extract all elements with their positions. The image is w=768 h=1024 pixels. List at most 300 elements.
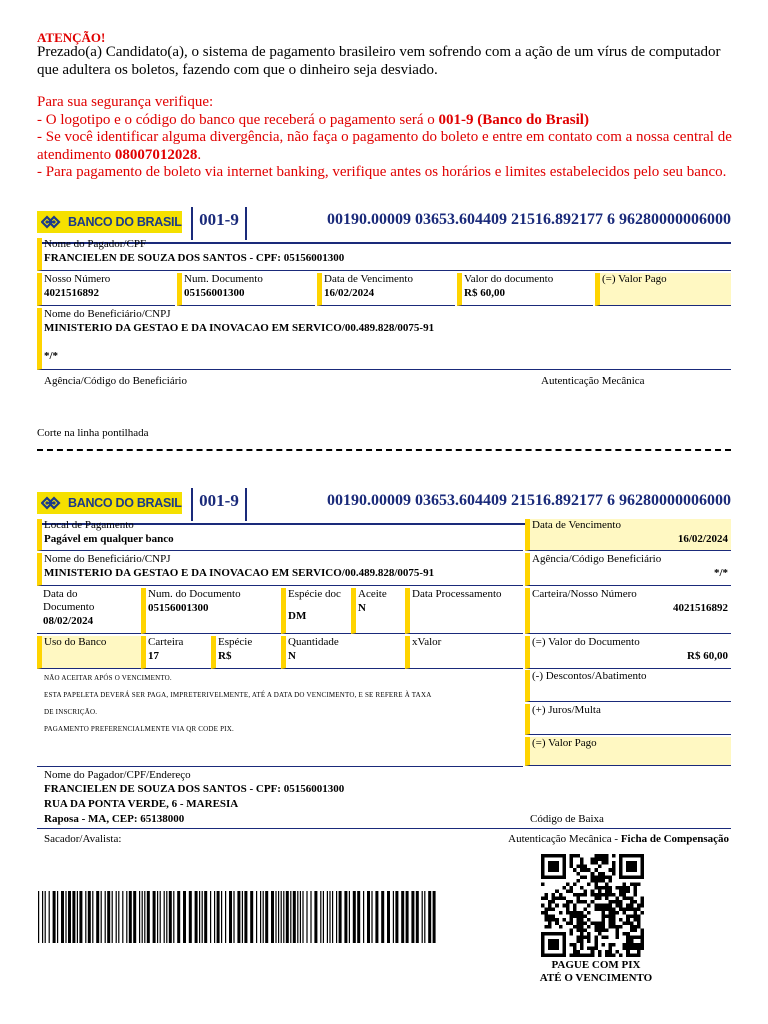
qr-module <box>577 939 581 943</box>
barcode-bar <box>424 891 425 943</box>
qr-module <box>623 932 627 936</box>
qr-module <box>608 907 612 911</box>
qr-module <box>608 918 612 922</box>
qr-module <box>605 854 609 858</box>
barcode-bar <box>233 891 234 943</box>
qr-finder-core <box>548 861 559 872</box>
barcode-bar <box>229 891 232 943</box>
qr-module <box>630 921 634 925</box>
receipt-payer-field <box>37 238 731 271</box>
qr-module <box>601 918 605 922</box>
bank-code: 001-9 <box>191 207 247 240</box>
qr-module <box>594 897 598 901</box>
qr-module <box>612 921 616 925</box>
qr-module <box>601 854 605 858</box>
barcode-bar <box>406 891 409 943</box>
barcode-bar <box>142 891 143 943</box>
qr-module <box>612 900 616 904</box>
qr-module <box>562 918 566 922</box>
barcode-bar <box>244 891 247 943</box>
qr-module <box>552 900 556 904</box>
qr-module <box>577 921 581 925</box>
slip-juros-label: (+) Juros/Multa <box>532 704 601 716</box>
qr-module <box>598 893 602 897</box>
slip-beneficiary-field <box>37 553 523 586</box>
slip-beneficiary-label: Nome do Beneficiário/CNPJ <box>44 553 171 565</box>
barcode-bar <box>42 891 43 943</box>
qr-module <box>552 893 556 897</box>
qr-module <box>605 953 609 957</box>
slip-instruction-1: NÃO ACEITAR APÓS O VENCIMENTO. <box>44 674 172 682</box>
barcode-bar <box>422 891 423 943</box>
barcode-bar <box>271 891 274 943</box>
barcode-bar <box>381 891 384 943</box>
barcode-bar <box>393 891 394 943</box>
slip-divider <box>37 828 731 829</box>
slip-num-doc-label: Num. do Documento <box>148 588 241 600</box>
qr-module <box>640 936 644 940</box>
slip-data-proc-field <box>405 588 523 634</box>
bank-logo-text: BANCO DO BRASIL <box>68 496 182 510</box>
barcode-bar <box>177 891 180 943</box>
slip-especie-value: R$ <box>218 650 232 662</box>
receipt-num-doc-label: Num. Documento <box>184 273 263 285</box>
qr-module <box>608 904 612 908</box>
barcode-bar <box>61 891 64 943</box>
slip-instructions <box>37 670 523 767</box>
qr-module <box>566 911 570 915</box>
receipt-agency-label: Agência/Código do Beneficiário <box>44 375 187 387</box>
receipt-nosso-numero-field <box>37 273 175 306</box>
qr-module <box>601 861 605 865</box>
qr-module <box>587 925 591 929</box>
barcode-bar <box>139 891 140 943</box>
slip-sacador-label: Sacador/Avalista: <box>44 833 122 845</box>
slip-doc-date-value: 08/02/2024 <box>43 615 94 627</box>
receipt-doc-value-value: R$ 60,00 <box>464 287 505 299</box>
qr-module <box>619 893 623 897</box>
qr-module <box>577 879 581 883</box>
qr-module <box>577 897 581 901</box>
qr-module <box>559 897 563 901</box>
qr-module <box>601 921 605 925</box>
qr-module <box>637 943 641 947</box>
qr-module <box>598 953 602 957</box>
qr-module <box>591 861 595 865</box>
pix-caption <box>510 959 682 985</box>
qr-module <box>601 936 605 940</box>
barcode-bar <box>129 891 132 943</box>
slip-beneficiary-value: MINISTERIO DA GESTAO E DA INOVACAO EM SERVICO/00.489.828/0075-91 <box>44 567 435 579</box>
qr-module <box>577 900 581 904</box>
warning-item-1: - O logotipo e o código do banco que receberá o pagamento será o 001-9 (Banco do Brasil) <box>37 111 589 128</box>
qr-module <box>559 911 563 915</box>
slip-especie-doc-field <box>281 588 351 634</box>
qr-module <box>566 904 570 908</box>
slip-payer-line-3: Raposa - MA, CEP: 65138000 <box>44 813 185 825</box>
qr-module <box>633 907 637 911</box>
receipt-payer-value: FRANCIELEN DE SOUZA DOS SANTOS - CPF: 05156001300 <box>44 252 345 264</box>
qr-module <box>598 897 602 901</box>
bank-logo-icon <box>41 214 63 230</box>
qr-module <box>616 904 620 908</box>
qr-module <box>640 911 644 915</box>
qr-module <box>580 943 584 947</box>
qr-module <box>633 943 637 947</box>
receipt-due-label: Data de Vencimento <box>324 273 413 285</box>
qr-module <box>573 914 577 918</box>
qr-module <box>569 900 573 904</box>
qr-module <box>548 914 552 918</box>
barcode-bar <box>164 891 165 943</box>
barcode-bar <box>105 891 106 943</box>
qr-module <box>601 914 605 918</box>
qr-module <box>640 943 644 947</box>
qr-module <box>612 911 616 915</box>
barcode-bar <box>357 891 360 943</box>
barcode-bar <box>214 891 215 943</box>
qr-module <box>608 886 612 890</box>
slip-aceite-value: N <box>358 602 366 614</box>
qr-module <box>608 893 612 897</box>
barcode-bar <box>256 891 257 943</box>
qr-module <box>630 914 634 918</box>
cut-line-label: Corte na linha pontilhada <box>37 427 149 439</box>
barcode-bar <box>401 891 404 943</box>
qr-module <box>584 868 588 872</box>
qr-module <box>626 921 630 925</box>
qr-module <box>580 939 584 943</box>
qr-module <box>569 890 573 894</box>
qr-module <box>626 950 630 954</box>
cut-line <box>37 449 731 451</box>
qr-module <box>577 872 581 876</box>
receipt-due-value: 16/02/2024 <box>324 287 375 299</box>
qr-module <box>594 875 598 879</box>
qr-module <box>605 950 609 954</box>
slip-uso-banco-field <box>37 636 141 669</box>
qr-module <box>573 893 577 897</box>
qr-module <box>580 865 584 869</box>
slip-quantidade-label: Quantidade <box>288 636 339 648</box>
qr-module <box>605 882 609 886</box>
qr-module <box>594 946 598 950</box>
barcode-bar <box>217 891 220 943</box>
qr-module <box>580 914 584 918</box>
qr-module <box>594 868 598 872</box>
barcode-bar <box>428 891 431 943</box>
qr-module <box>587 932 591 936</box>
qr-module <box>637 907 641 911</box>
qr-module <box>577 854 581 858</box>
qr-module <box>608 868 612 872</box>
qr-module <box>591 921 595 925</box>
slip-due-label: Data de Vencimento <box>532 519 621 531</box>
qr-module <box>605 904 609 908</box>
qr-module <box>591 946 595 950</box>
qr-module <box>608 946 612 950</box>
warning-item-3: - Para pagamento de boleto via internet banking, verifique antes os horários e limites estabelecidos pelo seu banco. <box>37 164 727 180</box>
qr-module <box>608 950 612 954</box>
qr-module <box>591 950 595 954</box>
slip-valor-pago-field <box>525 737 731 766</box>
qr-module <box>608 900 612 904</box>
qr-module <box>577 950 581 954</box>
receipt-beneficiary-field <box>37 308 731 370</box>
barcode-bar <box>416 891 419 943</box>
qr-module <box>573 907 577 911</box>
qr-module <box>552 914 556 918</box>
qr-module <box>569 918 573 922</box>
barcode-bar <box>221 891 222 943</box>
qr-module <box>626 918 630 922</box>
qr-module <box>637 936 641 940</box>
slip-payer-label: Nome do Pagador/CPF/Endereço <box>44 769 191 781</box>
digitable-line[interactable]: 00190.00009 03653.604409 21516.892177 6 96280000006000 <box>327 211 731 228</box>
barcode-bar <box>195 891 198 943</box>
barcode-bar <box>45 891 46 943</box>
digitable-line[interactable]: 00190.00009 03653.604409 21516.892177 6 96280000006000 <box>327 492 731 509</box>
slip-codigo-baixa-label: Código de Baixa <box>530 813 604 825</box>
qr-module <box>587 882 591 886</box>
qr-module <box>569 886 573 890</box>
barcode-bar <box>286 891 289 943</box>
qr-module <box>580 932 584 936</box>
qr-module <box>569 932 573 936</box>
qr-module <box>605 914 609 918</box>
qr-module <box>616 897 620 901</box>
qr-module <box>573 950 577 954</box>
qr-module <box>616 911 620 915</box>
qr-module <box>580 858 584 862</box>
barcode-bar <box>278 891 279 943</box>
qr-module <box>626 953 630 957</box>
qr-module <box>587 904 591 908</box>
qr-module <box>569 865 573 869</box>
qr-module <box>580 893 584 897</box>
qr-module <box>580 900 584 904</box>
qr-module <box>608 943 612 947</box>
qr-module <box>598 907 602 911</box>
receipt-agency-code-value: */* <box>44 350 59 362</box>
barcode-bar <box>183 891 186 943</box>
slip-xvalor-label: xValor <box>412 636 442 648</box>
slip-payer-line-1: FRANCIELEN DE SOUZA DOS SANTOS - CPF: 05156001300 <box>44 783 345 795</box>
qr-module <box>612 868 616 872</box>
qr-module <box>545 893 549 897</box>
slip-carteira-label: Carteira <box>148 636 184 648</box>
qr-module <box>573 925 577 929</box>
qr-module <box>569 858 573 862</box>
qr-module <box>616 929 620 933</box>
qr-module <box>573 882 577 886</box>
qr-module <box>580 953 584 957</box>
qr-module <box>566 890 570 894</box>
qr-module <box>605 890 609 894</box>
barcode-bar <box>297 891 298 943</box>
qr-module <box>555 918 559 922</box>
qr-module <box>608 879 612 883</box>
slip-auth-label: Autenticação Mecânica - <box>508 833 621 845</box>
qr-module <box>633 900 637 904</box>
qr-module <box>623 897 627 901</box>
qr-module <box>598 886 602 890</box>
qr-module <box>626 886 630 890</box>
qr-module <box>580 918 584 922</box>
qr-module <box>633 946 637 950</box>
qr-module <box>608 953 612 957</box>
qr-module <box>612 943 616 947</box>
barcode-bar <box>320 891 321 943</box>
qr-module <box>633 929 637 933</box>
qr-module <box>541 897 545 901</box>
barcode-bar <box>387 891 390 943</box>
slip-local-field <box>37 519 523 551</box>
qr-module <box>545 911 549 915</box>
qr-module <box>598 932 602 936</box>
barcode-bar <box>88 891 91 943</box>
qr-module <box>616 936 620 940</box>
barcode-bar <box>144 891 145 943</box>
qr-module <box>623 943 627 947</box>
qr-module <box>598 929 602 933</box>
barcode-bar <box>122 891 123 943</box>
barcode-bar <box>53 891 56 943</box>
qr-module <box>605 886 609 890</box>
warning-item-2: - Se você identificar alguma divergência, não faça o pagamento do boleto e entre em contato com a nossa central de atendimento 08007012028. <box>37 129 732 163</box>
slip-agency-label: Agência/Código Beneficiário <box>532 553 662 565</box>
barcode-bar <box>306 891 307 943</box>
qr-module <box>580 925 584 929</box>
qr-module <box>594 907 598 911</box>
qr-module <box>608 921 612 925</box>
qr-module <box>623 882 627 886</box>
slip-due-field <box>525 519 731 551</box>
slip-valor-pago-label: (=) Valor Pago <box>532 737 597 749</box>
qr-module <box>637 918 641 922</box>
slip-auth-block <box>508 833 729 846</box>
barcode-bar <box>395 891 398 943</box>
qr-module <box>637 925 641 929</box>
slip-carteira-value: 17 <box>148 650 159 662</box>
qr-module <box>598 875 602 879</box>
receipt-paid-label: (=) Valor Pago <box>602 273 667 285</box>
barcode-bar <box>265 891 268 943</box>
qr-module <box>633 936 637 940</box>
qr-module <box>616 950 620 954</box>
slip-valor-doc-value: R$ 60,00 <box>687 650 728 662</box>
barcode-bar <box>263 891 264 943</box>
qr-module <box>633 918 637 922</box>
pix-caption-line-1: PAGUE COM PIX <box>551 959 641 971</box>
qr-module <box>577 914 581 918</box>
qr-module <box>616 886 620 890</box>
qr-module <box>594 939 598 943</box>
qr-module <box>566 907 570 911</box>
slip-doc-date-label-1: Data do <box>43 588 78 600</box>
qr-module <box>612 925 616 929</box>
qr-module <box>623 946 627 950</box>
qr-module <box>545 897 549 901</box>
qr-module <box>594 879 598 883</box>
qr-module <box>587 946 591 950</box>
qr-module <box>548 907 552 911</box>
slip-agency-field <box>525 553 731 586</box>
slip-valor-doc-field <box>525 636 731 669</box>
qr-module <box>619 907 623 911</box>
receipt-nosso-numero-label: Nosso Número <box>44 273 111 285</box>
qr-module <box>594 929 598 933</box>
qr-module <box>577 865 581 869</box>
pix-qr-code[interactable] <box>541 854 644 957</box>
qr-module <box>633 914 637 918</box>
warning-intro: Prezado(a) Candidato(a), o sistema de pagamento brasileiro vem sofrendo com a ação de um vírus de computador que adultera os boletos, fazendo com que o dinheiro seja desviado. <box>37 44 721 78</box>
qr-module <box>580 886 584 890</box>
qr-module <box>577 918 581 922</box>
qr-module <box>584 921 588 925</box>
receipt-beneficiary-value: MINISTERIO DA GESTAO E DA INOVACAO EM SERVICO/00.489.828/0075-91 <box>44 322 435 334</box>
receipt-auth-label: Autenticação Mecânica <box>541 375 645 387</box>
barcode-bar <box>65 891 66 943</box>
qr-module <box>548 921 552 925</box>
qr-module <box>587 953 591 957</box>
barcode-bar <box>126 891 127 943</box>
qr-module <box>619 918 623 922</box>
qr-module <box>594 886 598 890</box>
receipt-paid-field <box>595 273 731 306</box>
qr-module <box>630 929 634 933</box>
qr-module <box>630 904 634 908</box>
qr-module <box>605 929 609 933</box>
qr-module <box>577 936 581 940</box>
barcode-bar <box>310 891 311 943</box>
qr-module <box>626 932 630 936</box>
qr-module <box>601 904 605 908</box>
barcode-bar <box>225 891 226 943</box>
qr-module <box>601 929 605 933</box>
qr-module <box>612 918 616 922</box>
qr-module <box>584 890 588 894</box>
barcode-bar <box>107 891 110 943</box>
qr-module <box>633 911 637 915</box>
qr-module <box>591 879 595 883</box>
slip-xvalor-field <box>405 636 523 669</box>
slip-instruction-4: PAGAMENTO PREFERENCIALMENTE VIA QR CODE PIX. <box>44 725 234 733</box>
barcode-bar <box>283 891 284 943</box>
qr-module <box>548 925 552 929</box>
warning-verify: Para sua segurança verifique: <box>37 94 214 110</box>
qr-module <box>587 911 591 915</box>
qr-module <box>626 904 630 908</box>
qr-module <box>594 882 598 886</box>
qr-module <box>577 925 581 929</box>
qr-module <box>640 939 644 943</box>
qr-module <box>562 897 566 901</box>
qr-module <box>630 897 634 901</box>
qr-module <box>598 921 602 925</box>
barcode-bar <box>353 891 356 943</box>
slip-carteira-nosso-field <box>525 588 731 634</box>
qr-module <box>630 939 634 943</box>
qr-module <box>555 904 559 908</box>
slip-num-doc-field <box>141 588 281 634</box>
slip-valor-doc-label: (=) Valor do Documento <box>532 636 640 648</box>
qr-module <box>591 872 595 876</box>
qr-module <box>573 868 577 872</box>
qr-module <box>584 907 588 911</box>
bank-logo-icon <box>41 495 63 511</box>
bank-code: 001-9 <box>191 488 247 521</box>
